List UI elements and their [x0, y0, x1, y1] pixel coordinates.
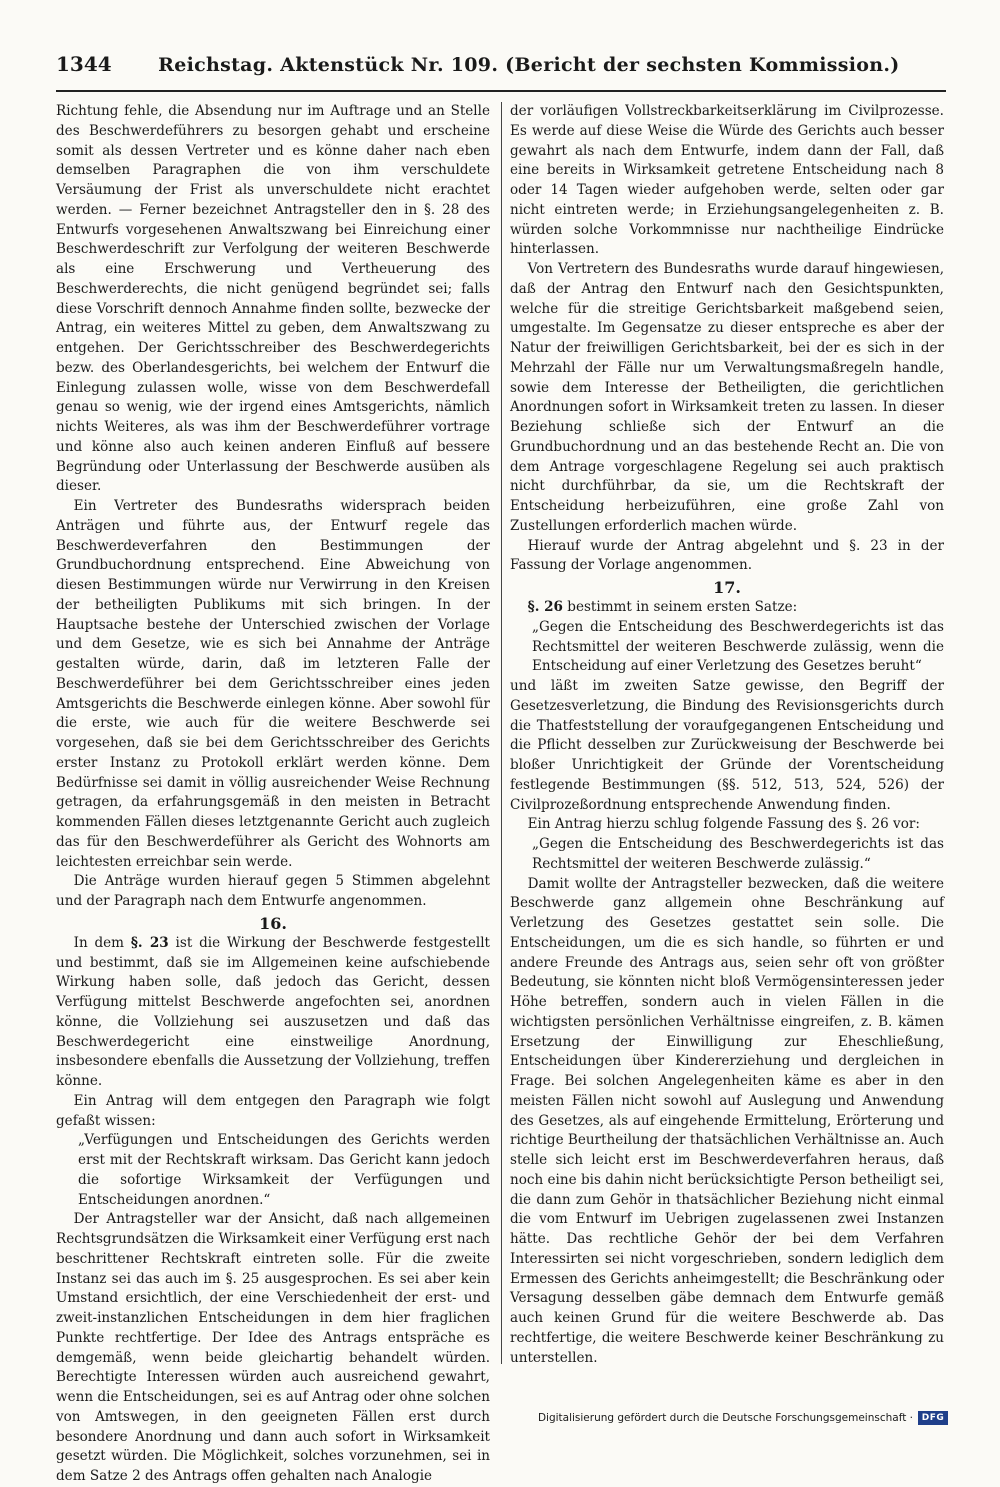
header-rule: [56, 90, 946, 92]
paragraph: Ein Vertreter des Bundesraths widersprach beiden Anträgen und führte aus, der Entwurf regele das Beschwerdeverfahren den Bestimmungen der Grundbuchordnung entsprechend. Eine Abweichung von diesen Bestimmungen würde nur Verwirrung in den Kreisen der betheiligten Publikums mit sich bringen. In der Hauptsache bestehe der Unterschied zwischen der Vorlage und dem Gesetze, wie es sich bei Annahme der Anträge gestalten würde, darin, daß im letzteren Falle der Beschwerdeführer bei dem Gerichtsschreiber eines jeden Amtsgerichts die Beschwerde einlegen könne. Aber sowohl für die erste, wie auch für die weitere Beschwerde sei vorgesehen, daß sie bei dem Gerichtsschreiber des Gerichts erster Instanz zu Protokoll erklärt werden könne. Dem Bedürfnisse sei damit in völlig ausreichender Weise Rechnung getragen, da erfahrungsgemäß in den meisten in Betracht kommenden Fällen dieses letztgenannte Gericht auch zugleich das für den Beschwerdeführer als Gericht des Wohnorts am leichtesten erreichbar sein werde.: [56, 498, 490, 870]
paragraph: Hierauf wurde der Antrag abgelehnt und §. 23 in der Fassung der Vorlage angenommen.: [510, 537, 944, 574]
paragraph: Damit wollte der Antragsteller bezwecken, daß die weitere Beschwerde ganz allgemein ohne Beschränkung auf Verletzung des Gesetzes gestattet sein solle. Die Entscheidungen, um die es sich handle, so führten er und andere Freunde des Antrags aus, seien sehr oft von größter Bedeutung, sie könnten nicht bloß Vermögensinteressen jeder Höhe betreffen, sondern auch in vielen Fällen in die wichtigsten persönlichen Verhältnisse eingreifen, z. B. kämen Ersetzung der Einwilligung zur Eheschließung, Entscheidungen über Kindererziehung und dergleichen in Frage. Bei solchen Angelegenheiten käme es aber in den meisten Fällen nicht sowohl auf Auslegung und Anwendung des Gesetzes, als auf eingehende Ermittelung, Erörterung und richtige Beurtheilung der thatsächlichen Verhältnisse an. Auch stelle sich leicht erst im Beschwerdeverfahren heraus, daß noch eine bis dahin nicht berücksichtigte Person betheiligt sei, die dann zum Gehör in thatsächlicher Beziehung nicht einmal die vom Entwurf im Uebrigen zugelassenen zwei Instanzen hätte. Das rechtliche Gehör der bei dem Verfahren Interessirten sei nicht vorgeschrieben, sondern lediglich dem Ermessen des Gerichts anheimgestellt; die Beschränkung oder Versagung desselben gäbe demnach dem Entwurfe gemäß auch keinen Grund für die weitere Beschwerde ab. Das rechtfertige, die weitere Beschwerde keiner Beschränkung zu unterstellen.: [510, 875, 944, 1366]
paragraph: [510, 598, 944, 618]
paragraph: [56, 934, 490, 1092]
paragraph: Ein Antrag will dem entgegen den Paragraph wie folgt gefaßt wissen:: [56, 1092, 490, 1129]
right-column: [510, 102, 944, 1364]
paragraph: Ein Antrag hierzu schlug folgende Fassung des §. 26 vor:: [527, 816, 920, 833]
paragraph: der vorläufigen Vollstreckbarkeitserklärung im Civilprozesse. Es werde auf diese Weise die Würde des Gerichts auch besser gewahrt als nach dem Entwurfe, indem dann der Fall, daß eine bereits in Wirksamkeit getretene Entscheidung nach 8 oder 14 Tagen wieder aufgehoben werde, selten oder gar nicht eintreten werde; in Erziehungsangelegenheiten z. B. würden solche Vorkommnisse nur nachtheilige Eindrücke hinterlassen.: [510, 103, 944, 258]
quoted-proposal: „Gegen die Entscheidung des Beschwerdegerichts ist das Rechtsmittel der weiteren Beschwerde zulässig.“: [532, 836, 944, 872]
paragraph-text: ist die Wirkung der Beschwerde festgestellt und bestimmt, daß sie im Allgemeinen keine aufschiebende Wirkung haben solle, daß jedoch das Gericht, dessen Verfügung mittelst Beschwerde angefochten sei, anordnen könne, die Vollziehung sei auszusetzen und daß das Beschwerdegericht eine einstweilige Anordnung, insbesondere ebenfalls die Aussetzung der Vollziehung, treffen könne.: [56, 934, 490, 1089]
page-number: 1344: [56, 52, 112, 76]
paragraph: Richtung fehle, die Absendung nur im Auftrage und an Stelle des Beschwerdeführers zu besorgen gehabt und erscheine somit als dessen Vertreter und es könne daher nach eben demselben Paragraphen die von ihm verschuldete Versäumung der Frist als unverschuldete nicht erachtet werden. — Ferner bezeichnet Antragsteller den in §. 28 des Entwurfs vorgesehenen Anwaltszwang bei Einreichung einer Beschwerdeschrift zur Verfolgung der weiteren Beschwerde als eine Erschwerung und Vertheuerung des Beschwerderechts, die nicht genügend begründet sei; falls diese Vorschrift dennoch Annahme finden sollte, bezwecke der Antrag, ein weiteres Mittel zu geben, dem Anwaltszwang zu entgehen. Der Gerichtsschreiber des Beschwerdegerichts bezw. des Oberlandesgerichts, bei welchem der Entwurf die Einlegung zulassen wolle, wisse von dem Beschwerdefall genau so wenig, wie der irgend eines Amtsgerichts, nämlich nichts Weiteres, als was ihm der Beschwerdeführer vortrage und könne also auch keinen anderen Einfluß auf bessere Begründung oder Unterlassung der Beschwerde ausüben als dieser.: [56, 103, 490, 495]
credit-text: Digitalisierung gefördert durch die Deutsche Forschungsgemeinschaft ·: [537, 1412, 913, 1424]
paragraph: Die Anträge wurden hierauf gegen 5 Stimmen abgelehnt und der Paragraph nach dem Entwurfe angenommen.: [56, 873, 490, 909]
quoted-proposal: „Verfügungen und Entscheidungen des Gerichts werden erst mit der Rechtskraft wirksam. Das Gericht kann jedoch die sofortige Wirksamkeit der Verfügungen und Entscheidungen anordnen.“: [78, 1132, 490, 1208]
paragraph: Von Vertretern des Bundesraths wurde darauf hingewiesen, daß der Antrag den Entwurf nach den Gesichtspunkten, welche für die streitige Gerichtsbarkeit maßgebend seien, umgestalte. Im Gegensatze zu dieser entspreche es aber der Natur der freiwilligen Gerichtsbarkeit, bei der es sich in der Mehrzahl der Fälle nur um Verwaltungsmaßregeln handle, sowie dem Interesse der Betheiligten, die gerichtlichen Anordnungen sofort in Wirksamkeit treten zu lassen. In dieser Beziehung schließe sich der Entwurf an die Grundbuchordnung und an das bestehende Recht an. Die von dem Antrage vorgeschlagene Regelung sei auch praktisch nicht durchführbar, da sie, um die Rechtskraft der Entscheidung herbeizuführen, eine große Zahl von Zustellungen erforderlich machen würde.: [510, 261, 944, 534]
left-column: [56, 102, 490, 1484]
page-header: [56, 52, 946, 86]
section-number: 17.: [713, 578, 741, 597]
column-divider: [501, 102, 502, 1364]
digitization-credit: [538, 1410, 948, 1426]
section-reference: §. 26: [527, 599, 563, 615]
section-reference: §. 23: [130, 934, 169, 951]
page-title: Reichstag. Aktenstück Nr. 109. (Bericht der sechsten Kommission.): [158, 54, 900, 76]
dfg-logo-icon: DFG: [918, 1411, 948, 1425]
paragraph: Der Antragsteller war der Ansicht, daß nach allgemeinen Rechtsgrundsätzen die Wirksamkeit einer Verfügung erst nach beschrittener Rechtskraft eintreten solle. Für die zweite Instanz sei das auch im §. 25 ausgesprochen. Es sei aber kein Umstand ersichtlich, der eine Verschiedenheit der erst- und zweit-instanzlichen Entscheidungen in dem hier fraglichen Punkte rechtfertige. Der Idee des Antrags entspräche es demgemäß, wenn beide gleichartig behandelt würden. Berechtigte Interessen würden auch ausreichend gewahrt, wenn die Entscheidungen, sei es auf Antrag oder ohne solchen von Amtswegen, in den geeigneten Fällen erst durch besondere Anordnung und dann auch sofort in Wirksamkeit gesetzt würden. Die Möglichkeit, solches vorzunehmen, sei in dem Satze 2 des Antrags offen gehalten nach Analogie: [56, 1211, 490, 1484]
quoted-law-text: „Gegen die Entscheidung des Beschwerdegerichts ist das Rechtsmittel der weiteren Beschwerde zulässig, wenn die Entscheidung auf einer Verletzung des Gesetzes beruht“: [532, 618, 944, 675]
paragraph-text: bestimmt in seinem ersten Satze:: [562, 599, 798, 615]
paragraph: und läßt im zweiten Satze gewisse, den Begriff der Gesetzesverletzung, die Bindung des Revisionsgerichts durch die Thatfeststellung der voraufgegangenen Entscheidung und die Pflicht desselben zur Zurückweisung der Beschwerde bei bloßer Unrichtigkeit der Gründe der Vorentscheidung festlegende Bestimmungen (§§. 512, 513, 524, 526) der Civilprozeßordnung entsprechende Anwendung finden.: [510, 678, 944, 813]
section-number: 16.: [259, 913, 287, 933]
paragraph-text: In dem: [73, 934, 131, 951]
